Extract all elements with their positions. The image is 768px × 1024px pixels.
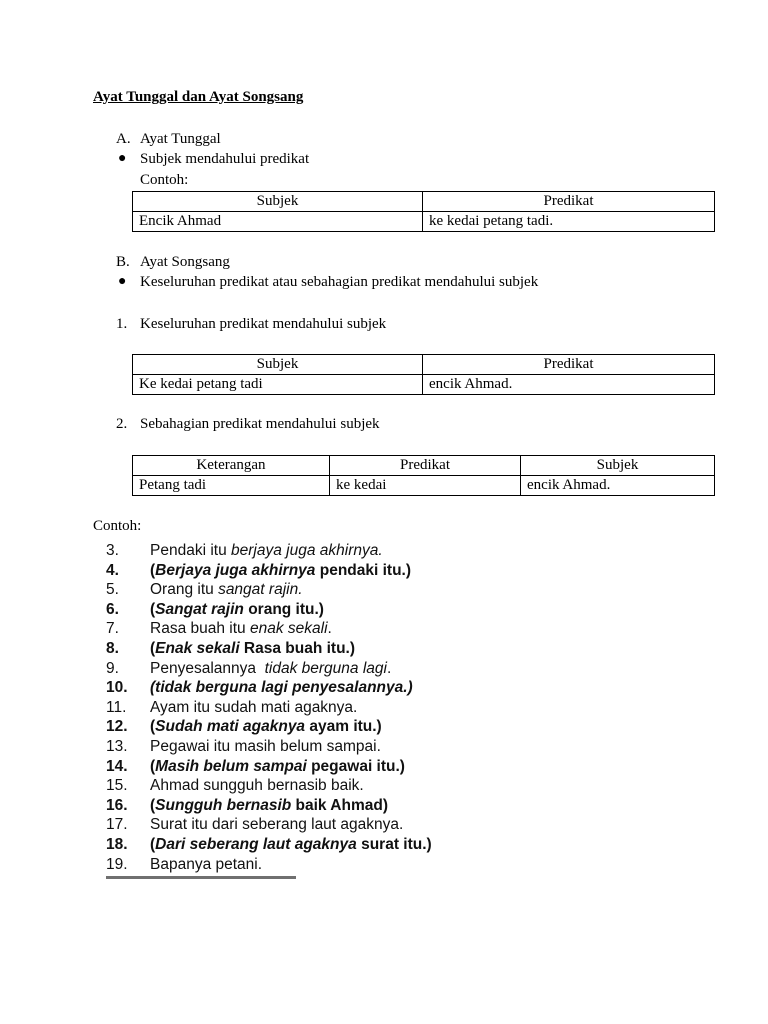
examples-image [106,527,526,884]
section-a-label: A. [116,131,131,147]
example-number: 9. [106,659,119,677]
section-b-bullet: Keseluruhan predikat atau sebahagian predikat mendahului subjek [140,274,539,290]
example-text: ( [150,796,156,814]
table-cell: encik Ahmad. [423,375,715,395]
example-number: 17. [106,816,128,834]
example-text: Bapanya petani. [150,855,263,873]
section-a-contoh: Contoh: [140,172,189,188]
table-header-cell: Predikat [423,355,715,375]
table-cell: Petang tadi [133,476,330,496]
example-text: ( [150,718,156,736]
example-text: pegawai itu.) [306,757,405,775]
example-text: Dari seberang laut agaknya [155,835,357,853]
table-cell: ke kedai petang tadi. [423,212,715,232]
example-text: Penyesalannya [150,659,265,677]
table-header-cell: Subjek [521,456,715,476]
table-header-cell: Subjek [133,355,423,375]
table-cell: Encik Ahmad [133,212,423,232]
example-item [106,757,432,777]
example-number: 3. [106,542,119,559]
item-2-text: Sebahagian predikat mendahului subjek [140,416,380,432]
table-sebahagian [132,455,715,496]
example-text: orang itu.) [243,600,324,618]
example-text: Berjaya juga akhirnya [155,561,316,579]
table-header-cell: Subjek [133,192,423,212]
bullet-icon: ● [118,151,127,166]
example-text: surat itu.) [356,835,432,853]
example-text: ( [150,639,156,657]
examples-list [106,541,432,874]
table-header-cell: Keterangan [133,456,330,476]
example-item [106,815,432,835]
cut-off-line-bottom [106,876,296,884]
example-text: Masih belum sampai [155,757,307,775]
example-text: sangat rajin. [218,581,303,599]
table-header-row [133,456,715,476]
section-a-bullet: Subjek mendahului predikat [140,151,310,167]
section-a-heading: Ayat Tunggal [140,131,221,147]
example-text: Sangat rajin [155,600,244,618]
example-item [106,776,432,796]
table-row [133,375,715,395]
example-number: 13. [106,737,128,755]
item-2-label: 2. [116,416,128,432]
table-cell: ke kedai [330,476,521,496]
example-item [106,698,432,718]
example-item [106,855,432,875]
example-text: ( [150,600,156,618]
section-b-label: B. [116,254,130,270]
example-text: Orang itu [150,581,219,599]
cut-off-line-top [106,527,406,530]
example-text: . [327,620,332,638]
example-item [106,561,432,581]
example-item [106,580,432,600]
table-header-row [133,192,715,212]
table-header-cell: Predikat [423,192,715,212]
example-text: tidak berguna lagi [264,659,387,677]
example-text: Surat itu dari seberang laut agaknya. [150,816,404,834]
example-text: ayam itu.) [305,718,382,736]
item-1-text: Keseluruhan predikat mendahului subjek [140,316,387,332]
bullet-icon: ● [118,274,127,289]
page-title: Ayat Tunggal dan Ayat Songsang [93,89,304,105]
example-text: ( [150,757,156,775]
example-item [106,619,432,639]
example-number: 4. [106,561,119,579]
example-item [106,737,432,757]
example-text: Pegawai itu masih belum sampai. [150,737,381,755]
example-text: Pendaki itu [150,542,231,559]
example-number: 18. [106,835,128,853]
example-number: 11. [106,698,127,716]
example-item [106,639,432,659]
example-item [106,541,432,561]
table-row [133,212,715,232]
example-number: 12. [106,718,128,736]
section-b-heading: Ayat Songsang [140,254,230,270]
example-text: baik Ahmad) [291,796,388,814]
example-number: 6. [106,600,119,618]
example-text: Sungguh bernasib [155,796,292,814]
table-cell: Ke kedai petang tadi [133,375,423,395]
table-cell: encik Ahmad. [521,476,715,496]
table-header-cell: Predikat [330,456,521,476]
example-text: Ahmad sungguh bernasib baik. [150,777,364,795]
example-text: Rasa buah itu [150,620,250,638]
item-1-label: 1. [116,316,128,332]
example-number: 15. [106,777,128,795]
contoh-label: Contoh: [93,518,142,534]
example-number: 7. [106,620,119,638]
example-number: 14. [106,757,128,775]
table-header-row [133,355,715,375]
example-text: Sudah mati agaknya [155,718,306,736]
example-item [106,659,432,679]
example-item [106,600,432,620]
example-number: 16. [106,796,128,814]
example-item [106,796,432,816]
example-item [106,678,432,698]
example-number: 10. [106,679,128,697]
example-text: (tidak berguna lagi penyesalannya.) [150,679,413,697]
example-text: Ayam itu sudah mati agaknya. [150,698,358,716]
example-item [106,835,432,855]
table-ayat-tunggal [132,191,715,232]
example-text: berjaya juga akhirnya. [231,542,383,559]
example-text: ( [150,835,156,853]
table-keseluruhan [132,354,715,395]
example-text: enak sekali [249,620,328,638]
example-number: 5. [106,581,119,599]
table-row [133,476,715,496]
example-text: . [386,659,392,677]
example-text: Enak sekali [155,639,240,657]
example-text: ( [150,561,156,579]
example-text: pendaki itu.) [315,561,412,579]
example-number: 8. [106,639,119,657]
example-number: 19. [106,855,128,873]
example-item [106,717,432,737]
example-text: Rasa buah itu.) [239,639,356,657]
